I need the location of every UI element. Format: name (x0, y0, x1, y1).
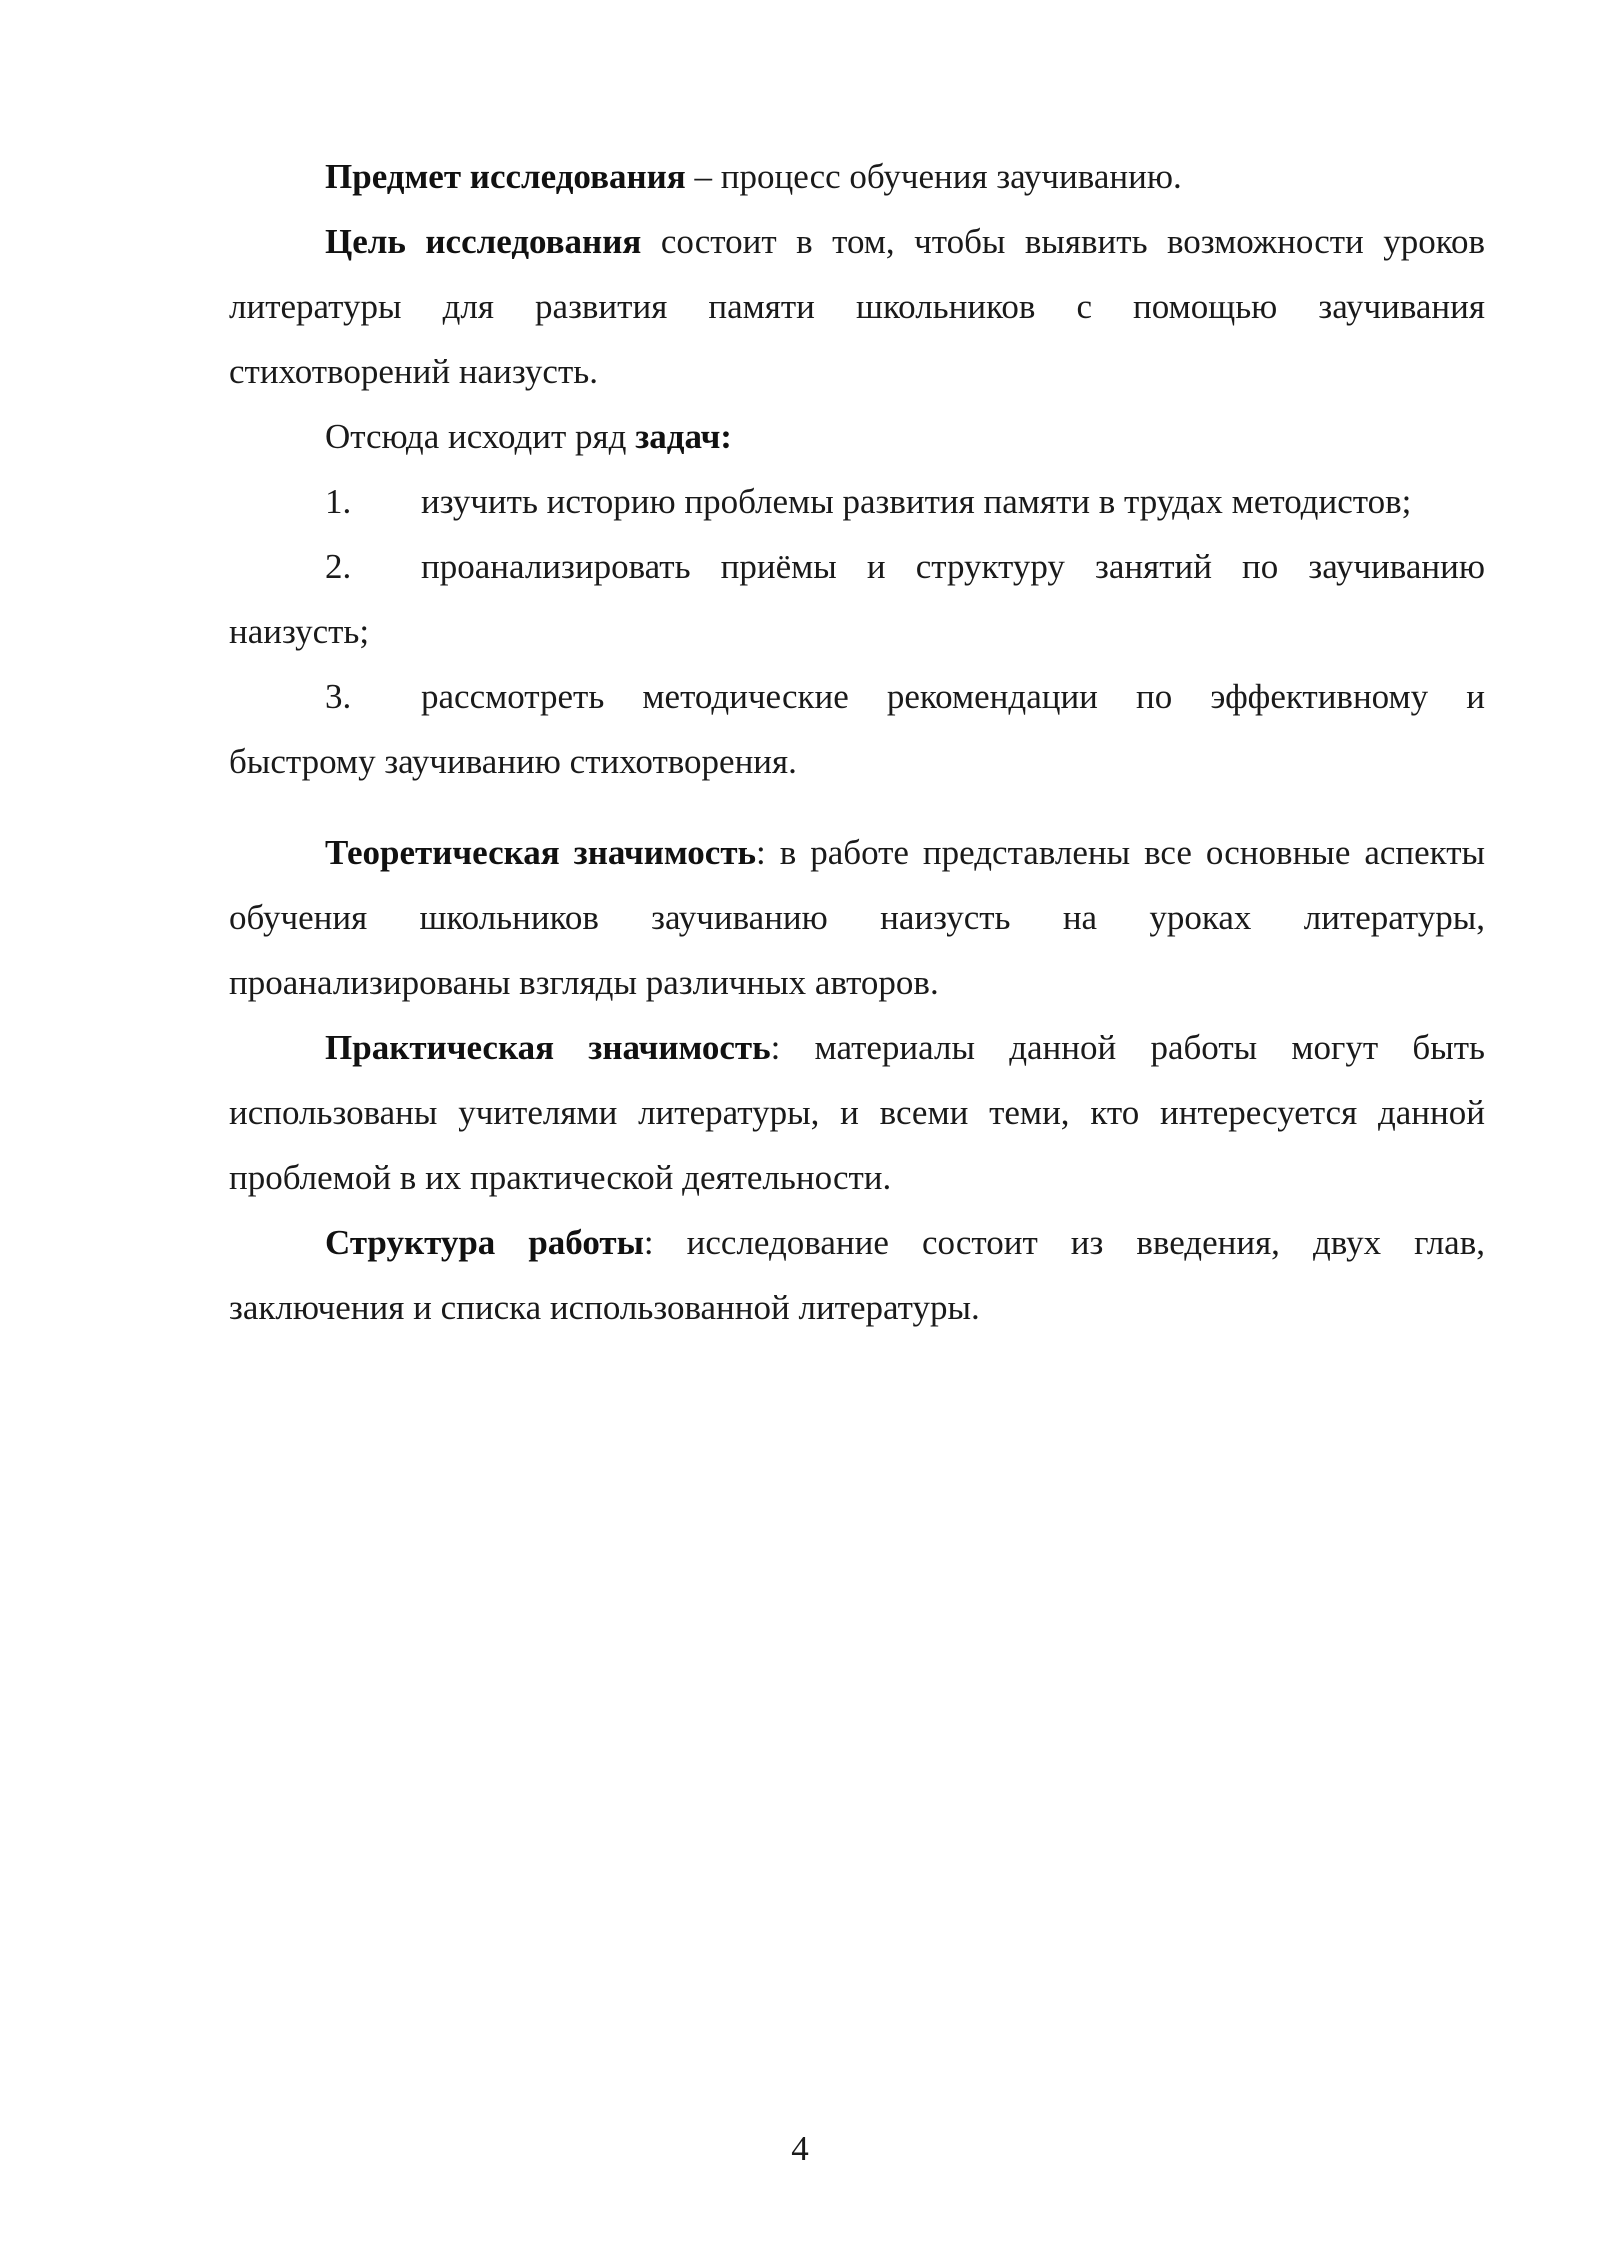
theoretical-text: : в работе представлены все основные аспекты обучения школьников заучиванию наизусть на уроках литературы, проанализированы взгляды различных авторов. (229, 833, 1486, 1002)
task-number: 2. (325, 547, 352, 586)
task-number: 1. (325, 482, 352, 521)
page-content (229, 144, 1485, 1340)
goal-term: Цель исследования (325, 222, 642, 261)
practical-term: Практическая значимость (325, 1028, 771, 1067)
page-number: 4 (791, 2129, 809, 2168)
task-item (229, 534, 1485, 664)
subject-text: – процесс обучения заучиванию. (685, 157, 1182, 196)
task-text: проанализировать приёмы и структуру занятий по заучиванию наизусть; (229, 547, 1485, 651)
subject-term: Предмет исследования (325, 157, 686, 196)
goal-text: состоит в том, чтобы выявить возможности уроков литературы для развития памяти школьников с помощью заучивания стихотворений наизусть. (229, 222, 1485, 391)
task-item (229, 664, 1485, 794)
task-item (229, 469, 1485, 534)
practical-paragraph (229, 1015, 1485, 1210)
subject-paragraph (229, 144, 1485, 209)
structure-text: : исследование состоит из введения, двух глав, заключения и списка использованной литературы. (229, 1223, 1485, 1327)
tasks-intro-text: Отсюда исходит ряд (325, 417, 636, 456)
practical-text: : материалы данной работы могут быть использованы учителями литературы, и всеми теми, кто интересуется данной проблемой в их практической деятельности. (229, 1028, 1485, 1197)
tasks-intro-term: задач: (635, 417, 732, 456)
structure-paragraph (229, 1210, 1485, 1340)
task-text: изучить историю проблемы развития памяти в трудах методистов; (421, 482, 1412, 521)
goal-paragraph (229, 209, 1485, 404)
tasks-intro-paragraph (229, 404, 1485, 469)
task-number: 3. (325, 677, 352, 716)
theoretical-term: Теоретическая значимость (325, 833, 757, 872)
theoretical-paragraph (229, 820, 1485, 1015)
structure-term: Структура работы (325, 1223, 644, 1262)
task-text: рассмотреть методические рекомендации по эффективному и быстрому заучиванию стихотворения. (229, 677, 1485, 781)
